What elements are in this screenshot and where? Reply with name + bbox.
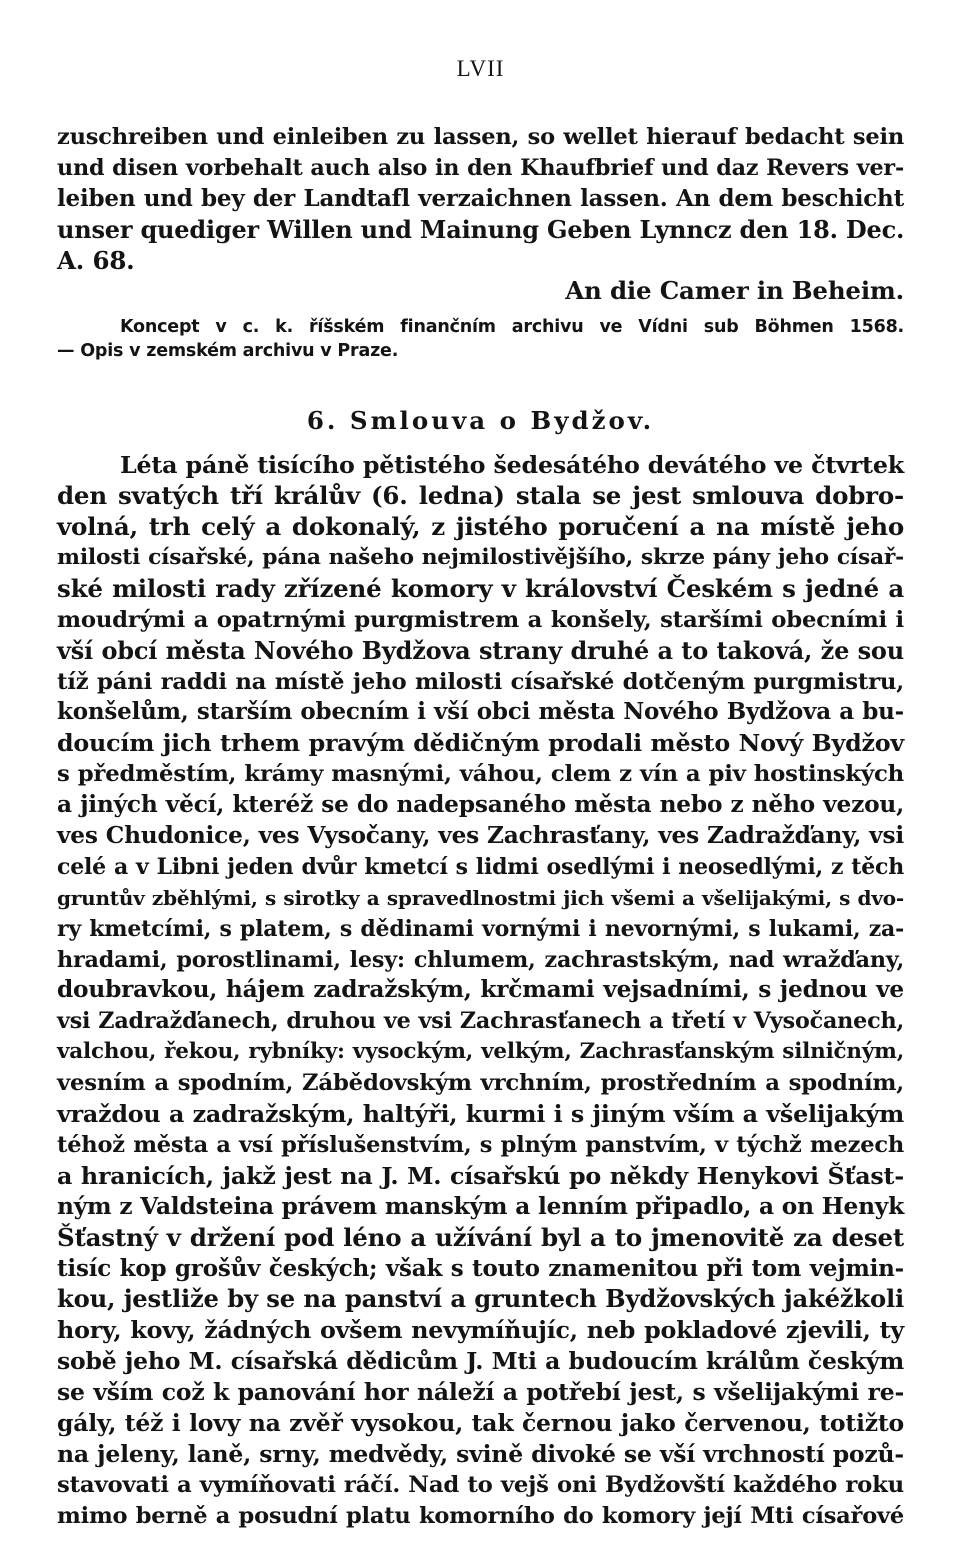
text-line: se vším což k panování hor náleží a potřebí jest, s všelijakými re- [57,1378,904,1407]
text-line: doucím jich trhem pravým dědičným prodali město Nový Bydžov [57,729,904,758]
text-line: den svatých tří králův (6. ledna) stala se jest smlouva dobro- [57,481,904,511]
text-line: gruntův zběhlými, s sirotky a spravedlnostmi jich všemi a všelijakými, s dvo- [57,885,904,910]
text-line: Léta páně tisícího pětistého šedesátého devátého ve čtvrtek [120,451,904,480]
page-number: LVII [456,56,505,81]
text-line: ným z Valdsteina právem manským a lenním připadlo, a on Henyk [57,1192,904,1220]
text-line: vší obcí města Nového Bydžova strany druhé a to taková, že sou [57,635,904,665]
text-line: doubravkou, hájem zadražským, krčmami vejsadními, s jednou ve [57,976,904,1004]
text-line: hradami, porostlinami, lesy: chlumem, zachrastským, nad wražďany, [57,946,904,973]
text-line: vraždou a zadražským, haltýři, kurmi i s jiným vším a všelijakým [57,1100,904,1129]
text-line: vesním a spodním, Zábědovským vrchním, prostředním a spodním, [57,1070,904,1097]
text-line: ry kmetcími, s platem, s dědinami vornými i nevornými, s lukami, za- [57,915,904,942]
text-line: gály, též i lovy na zvěř vysokou, tak černou jako červenou, totižto [57,1408,904,1437]
note-line: — Opis v zemském archivu v Praze. [57,341,399,362]
text-line: tíž páni raddi na místě jeho milosti císařské dotčeným purgmistru, [57,668,904,695]
text-line: und disen vorbehalt auch also in den Khaufbrief und daz Revers ver- [57,154,904,181]
text-line: s předměstím, krámy masnými, váhou, clem z vín a piv hostinských [57,761,904,788]
text-line: Šťastný v držení pod léno a užívání byl a to jmenovitě za deset [57,1222,904,1252]
section-body [57,450,904,1531]
text-line: volná, trh celý a dokonalý, z jistého poručení a na místě jeho [57,512,904,542]
text-line: sobě jeho M. císařská dědicům J. Mti a budoucím králům českým [57,1347,904,1376]
text-line: ské milosti rady zřízené komory v království Českém s jedné a [57,573,904,603]
text-line: unser quediger Willen und Mainung Geben Lynncz den 18. Dec. [57,214,905,244]
text-line: konšelům, starším obecním i vší obci města Nového Bydžova a bu- [57,698,904,726]
text-line: vsi Zadražďanech, druhou ve vsi Zachrasťanech a třetí v Vysočanech, [57,1008,904,1035]
text-line: na jeleny, laně, srny, medvědy, svině divoké se vší vrchností pozů- [57,1439,904,1468]
text-line: A. 68. [57,245,135,275]
text-line: kou, jestliže by se na panství a gruntech Bydžovských jakéžkoli [57,1284,904,1314]
intro-paragraph [57,122,904,307]
text-line: ves Chudonice, ves Vysočany, ves Zachrasťany, ves Zadražďany, vsi [57,822,904,850]
text-line: moudrými a opatrnými purgmistrem a konšely, staršími obecními i [57,606,904,633]
text-line: leiben und bey der Landtafl verzaichnen lassen. An dem beschicht [57,184,904,212]
text-line: zuschreiben und einleiben zu lassen, so wellet hierauf bedacht sein [57,124,904,150]
text-line: hory, kovy, žádných ovšem nevymíňujíc, neb pokladové zjevili, ty [57,1316,904,1345]
text-line: mimo berně a posudní platu komorního do komory její Mti císařové [57,1502,904,1529]
text-line: milosti císařské, pána našeho nejmilostivějšího, skrze pány jeho císař- [57,545,904,571]
text-line: a hranicích, jakž jest na J. M. císařskú po někdy Henykovi Šťast- [57,1161,904,1190]
text-line: stavovati a vymíňovati ráčí. Nad to vejš oni Bydžovští každého roku [57,1471,904,1498]
text-line: valchou, řekou, rybníky: vysockým, velkým, Zachrasťanským silničným, [57,1039,904,1065]
text-line: a jiných věcí, kteréž se do nadepsaného města nebo z něho vezou, [57,791,904,819]
section-title: 6. Smlouva o Bydžov. [306,406,655,436]
text-line: celé a v Libni jeden dvůr kmetcí s lidmi osedlými i neosedlými, z těch [57,853,904,880]
letter-closing: An die Camer in Beheim. [565,276,904,306]
note-line: Koncept v c. k. říšském finančním archivu ve Vídni sub Böhmen 1568. [120,317,904,338]
archival-note [57,315,904,363]
text-line: téhož města a vsí příslušenstvím, s plným panstvím, v týchž mezech [57,1131,904,1158]
text-line: tisíc kop grošův českých; však s touto znamenitou při tom vejmin- [57,1254,904,1282]
